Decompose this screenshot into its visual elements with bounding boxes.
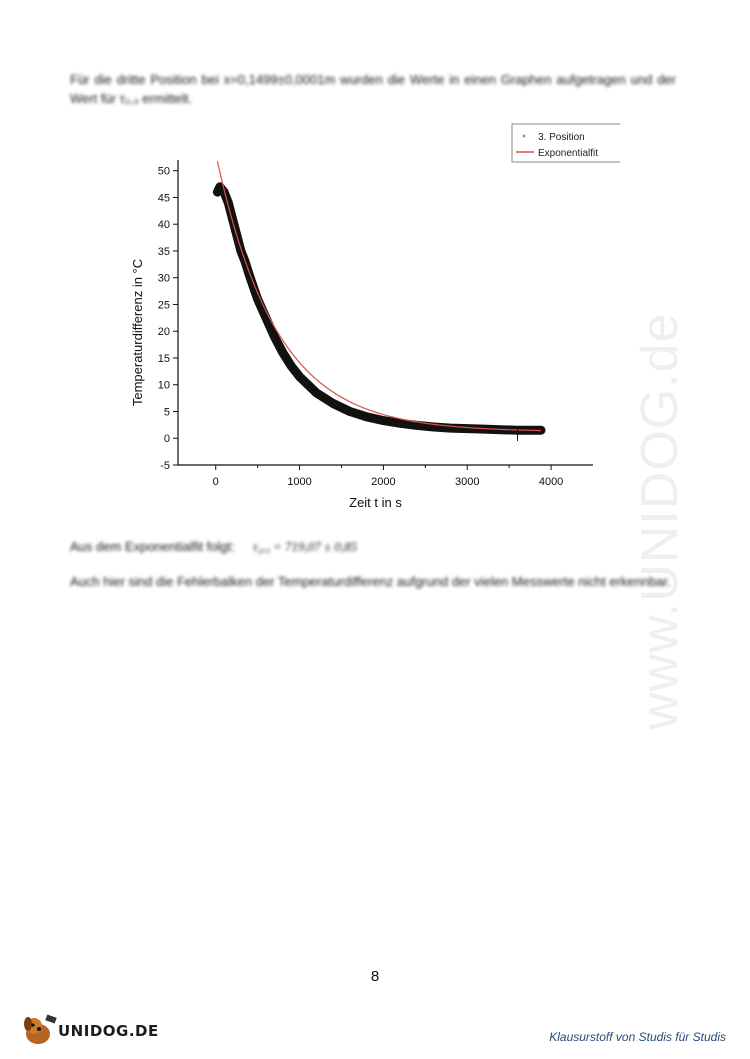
x-tick-label: 2000	[371, 476, 396, 488]
y-tick-label: 5	[163, 406, 170, 419]
axes	[130, 160, 593, 510]
x-axis-label: Zeit t in s	[349, 495, 402, 510]
legend-marker-data	[523, 135, 526, 138]
plot-area	[213, 161, 545, 441]
unidog-logo	[20, 1012, 160, 1048]
temperature-chart	[120, 118, 620, 518]
x-tick-label: 4000	[538, 476, 564, 488]
y-tick-label: 50	[157, 165, 170, 178]
x-tick-label: 0	[212, 476, 219, 488]
logo-text: UNIDOG.DE	[58, 1022, 159, 1040]
y-tick-label: 10	[157, 379, 170, 392]
fit-curve	[217, 161, 541, 430]
y-tick-label: 20	[157, 326, 170, 339]
legend	[512, 124, 620, 162]
watermark: www.UNIDOG.de	[631, 312, 689, 730]
y-tick-label: 40	[157, 219, 170, 232]
errorbar-note: Auch hier sind die Fehlerbalken der Temperaturdifferenz aufgrund der vielen Messwerte nicht erkennbar.	[70, 574, 671, 589]
intro-paragraph: Für die dritte Position bei x=0,1499±0,0001m wurden die Werte in einen Graphen aufgetragen und der Wert für τ₂,₃ ermittelt.	[70, 72, 676, 106]
result-prefix: Aus dem Exponentialfit folgt:	[70, 539, 235, 554]
y-tick-label: 25	[157, 299, 170, 312]
data-band	[217, 187, 541, 430]
legend-entry-fit: Exponentialfit	[538, 148, 599, 159]
y-axis-label: Temperaturdifferenz in °C	[130, 258, 145, 407]
footer-tagline: Klausurstoff von Studis für Studis	[549, 1030, 726, 1044]
page-number: 8	[370, 968, 380, 985]
x-tick-label: 3000	[455, 476, 480, 488]
x-tick-label: 1000	[287, 476, 312, 488]
y-tick-label: 45	[157, 192, 170, 205]
y-tick-label: 15	[157, 352, 170, 365]
y-tick-label: 0	[163, 433, 170, 446]
legend-entry-data: 3. Position	[538, 132, 585, 143]
y-tick-label: -5	[160, 460, 170, 472]
result-paragraph	[70, 537, 676, 556]
y-tick-label: 30	[157, 272, 170, 285]
dog-icon	[20, 1012, 60, 1048]
y-tick-label: 35	[157, 245, 170, 258]
result-formula: τ₂,₃ = 719,07 ± 0,85	[252, 539, 358, 554]
